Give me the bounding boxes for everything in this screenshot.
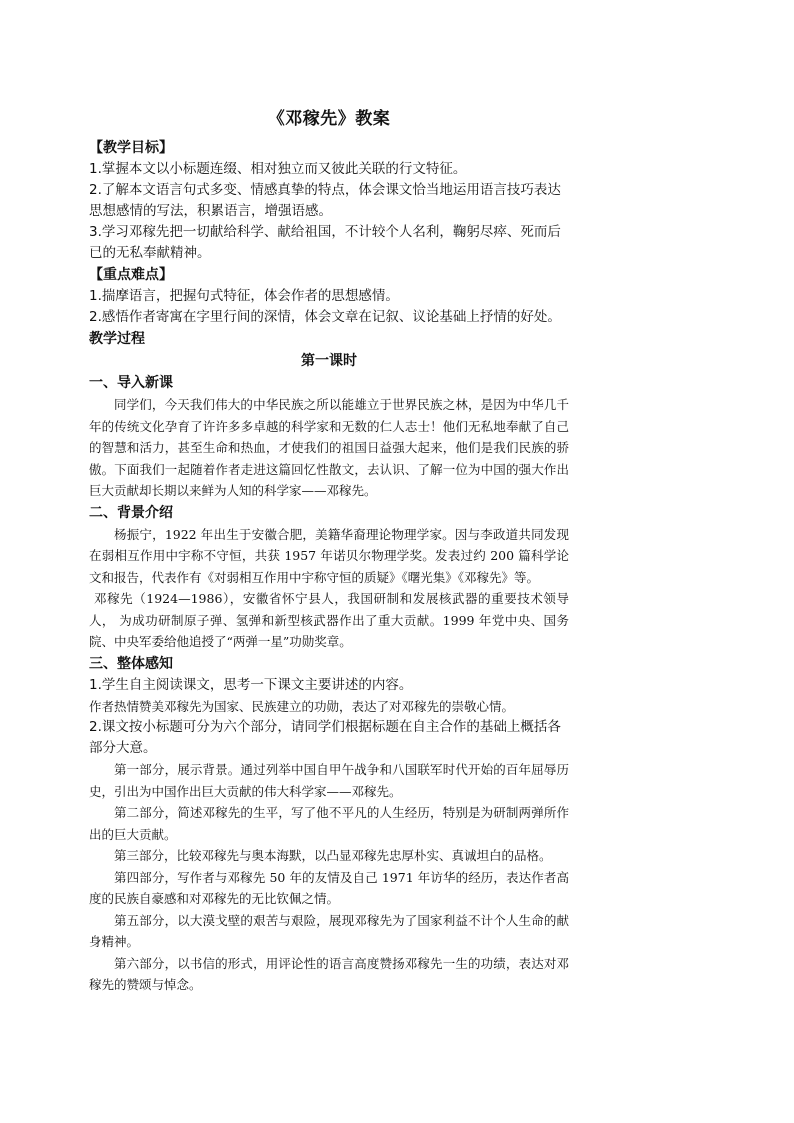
- section-intro-heading: 一、导入新课: [89, 375, 173, 391]
- goal-item: 3.学习邓稼先把一切献给科学、献给祖国，不计较个人名利，鞠躬尽瘁、死而后已的无私奉献精神。: [89, 224, 561, 261]
- goal-item: 1.掌握本文以小标题连缀、相对独立而又彼此关联的行文特征。: [89, 161, 467, 177]
- overview-answer-1: 作者热情赞美邓稼先为国家、民族建立的功勋，表达了对邓稼先的崇敬心情。: [89, 698, 515, 714]
- key-point-item: 2.感悟作者寄寓在字里行间的深情，体会文章在记叙、议论基础上抒情的好处。: [89, 309, 561, 325]
- part-summary: 第六部分，以书信的形式，用评论性的语言高度赞扬邓稼先一生的功绩，表达对邓稼先的赞颂与悼念。: [89, 955, 569, 992]
- background-deng: 邓稼先（1924—1986），安徽省怀宁县人，我国研制和发展核武器的重要技术领导人， 为成功研制原子弹、氢弹和新型核武器作出了重大贡献。1999 年党中央、国务院、中央军委给他追授了“两弹一星”功勋奖章。: [89, 591, 569, 649]
- document-title: 《邓稼先》教案: [267, 109, 391, 129]
- key-point-item: 1.揣摩语言，把握句式特征，体会作者的思想感情。: [89, 288, 399, 304]
- part-summary: 第一部分，展示背景。通过列举中国自甲午战争和八国联军时代开始的百年屈辱历史，引出为中国作出巨大贡献的伟大科学家——邓稼先。: [89, 762, 569, 799]
- goals-heading: 【教学目标】: [89, 140, 173, 156]
- goal-item: 2.了解本文语言句式多变、情感真挚的特点，体会课文恰当地运用语言技巧表达思想感情的写法，积累语言，增强语感。: [89, 182, 561, 219]
- part-summary: 第三部分，比较邓稼先与奥本海默，以凸显邓稼先忠厚朴实、真诚坦白的品格。: [114, 848, 552, 863]
- document-page: [89, 104, 569, 996]
- background-yang: 杨振宁，1922 年出生于安徽合肥，美籍华裔理论物理学家。因与李政道共同发现在弱相互作用中宇称不守恒，共获 1957 年诺贝尔物理学奖。发表过约 200 篇科学论文和报告，代表作有《对弱相互作用中宇称守恒的质疑》《曙光集》《邓稼先》等。: [89, 526, 569, 585]
- overview-question-2: 2.课文按小标题可分为六个部分，请同学们根据标题在自主合作的基础上概括各部分大意。: [89, 719, 561, 756]
- part-summary: 第五部分，以大漠戈壁的艰苦与艰险，展现邓稼先为了国家利益不计个人生命的献身精神。: [89, 912, 569, 949]
- section-overview-heading: 三、整体感知: [89, 655, 173, 672]
- part-summary: 第二部分，简述邓稼先的生平，写了他不平凡的人生经历，特别是为研制两弹所作出的巨大贡献。: [89, 805, 569, 842]
- overview-question-1: 1.学生自主阅读课文，思考一下课文主要讲述的内容。: [89, 676, 413, 693]
- section-intro-text: 同学们，今天我们伟大的中华民族之所以能雄立于世界民族之林，是因为中华几千年的传统文化孕育了许许多多卓越的科学家和无数的仁人志士！他们无私地奉献了自己的智慧和活力，甚至生命和热血，才使我们的祖国日益强大起来，他们是我们民族的骄傲。下面我们一起随着作者走进这篇回忆性散文，去认识、了解一位为中国的强大作出巨大贡献却长期以来鲜为人知的科学家——邓稼先。: [89, 397, 569, 498]
- key-points-heading: 【重点难点】: [89, 267, 173, 283]
- part-summary: 第四部分，写作者与邓稼先 50 年的友情及自己 1971 年访华的经历，表达作者高度的民族自豪感和对邓稼先的无比钦佩之情。: [89, 869, 569, 906]
- process-heading: 教学过程: [89, 331, 145, 347]
- lesson-title: 第一课时: [301, 353, 357, 369]
- section-background-heading: 二、背景介绍: [89, 504, 173, 521]
